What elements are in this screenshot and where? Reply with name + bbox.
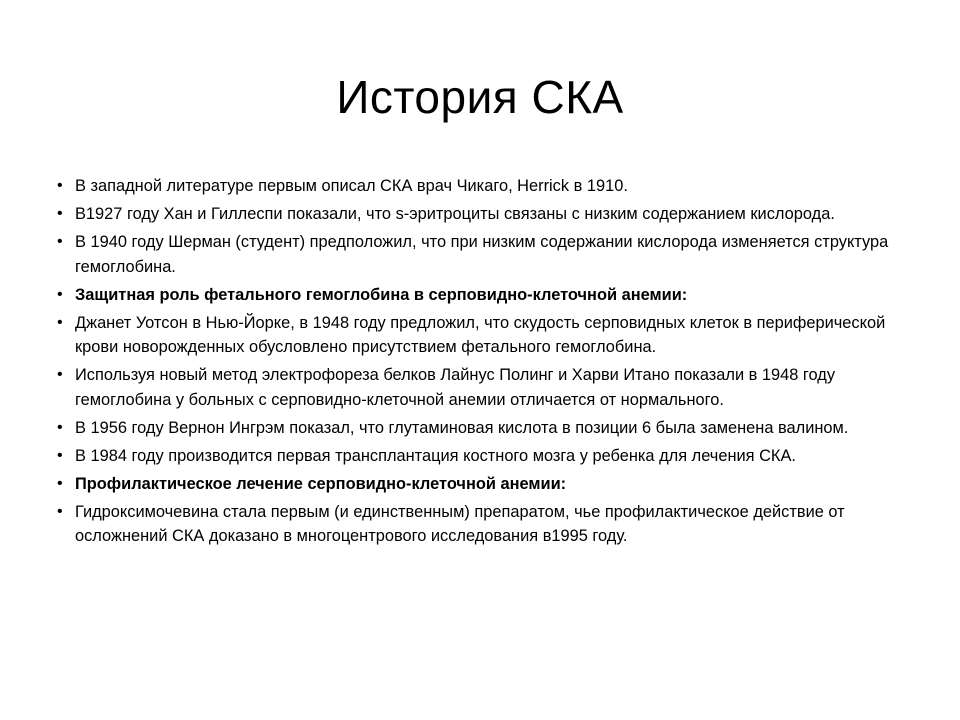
bullet-text: Используя новый метод электрофореза белков Лайнус Полинг и Харви Итано показали в 1948 году гемоглобина у больных с серповидно-клеточной анемии отличается от нормального. bbox=[75, 366, 836, 409]
bullet-text: В 1956 году Вернон Ингрэм показал, что глутаминовая кислота в позиции 6 была заменена валином. bbox=[75, 418, 849, 437]
bullet-item bbox=[52, 311, 912, 360]
bullet-item-heading bbox=[52, 283, 912, 308]
bullet-item bbox=[52, 363, 912, 412]
bullet-marker-icon: • bbox=[57, 366, 63, 384]
bullet-text: Джанет Уотсон в Нью-Йорке, в 1948 году предложил, что скудость серповидных клеток в периферической крови новорожденных обусловлено присутствием фетального гемоглобина. bbox=[75, 313, 886, 357]
bullet-item bbox=[52, 500, 912, 549]
bullet-item-heading bbox=[52, 472, 912, 497]
bullet-text: Защитная роль фетального гемоглобина в серповидно-клеточной анемии: bbox=[75, 285, 688, 304]
bullet-text: Гидроксимочевина стала первым (и единственным) препаратом, чье профилактическое действие от осложнений СКА доказано в многоцентрового исследования в1995 году. bbox=[75, 502, 845, 546]
bullet-item bbox=[52, 174, 912, 199]
bullet-marker-icon: • bbox=[57, 285, 63, 303]
bullet-text: В 1984 году производится первая трансплантация костного мозга у ребенка для лечения СКА. bbox=[75, 446, 796, 465]
bullet-marker-icon: • bbox=[57, 446, 63, 464]
bullet-item bbox=[52, 202, 912, 227]
bullet-text: В 1940 году Шерман (студент) предположил, что при низким содержании кислорода изменяется структура гемоглобина. bbox=[75, 232, 889, 276]
bullet-text: Профилактическое лечение серповидно-клеточной анемии: bbox=[75, 474, 567, 493]
bullet-marker-icon: • bbox=[57, 418, 63, 436]
bullet-marker-icon: • bbox=[57, 232, 63, 250]
bullet-list bbox=[52, 174, 912, 552]
bullet-item bbox=[52, 230, 912, 279]
bullet-marker-icon: • bbox=[57, 474, 63, 492]
bullet-marker-icon: • bbox=[57, 313, 63, 331]
bullet-text: В западной литературе первым описал СКА врач Чикаго, Herrick в 1910. bbox=[75, 177, 628, 195]
bullet-marker-icon: • bbox=[57, 177, 63, 194]
bullet-marker-icon: • bbox=[57, 502, 63, 520]
bullet-item bbox=[52, 444, 912, 469]
slide-title: История СКА bbox=[336, 71, 624, 123]
bullet-item bbox=[52, 416, 912, 441]
bullet-text: В1927 году Хан и Гиллеспи показали, что s-эритроциты связаны с низким содержанием кислорода. bbox=[75, 204, 835, 223]
bullet-marker-icon: • bbox=[57, 204, 63, 222]
